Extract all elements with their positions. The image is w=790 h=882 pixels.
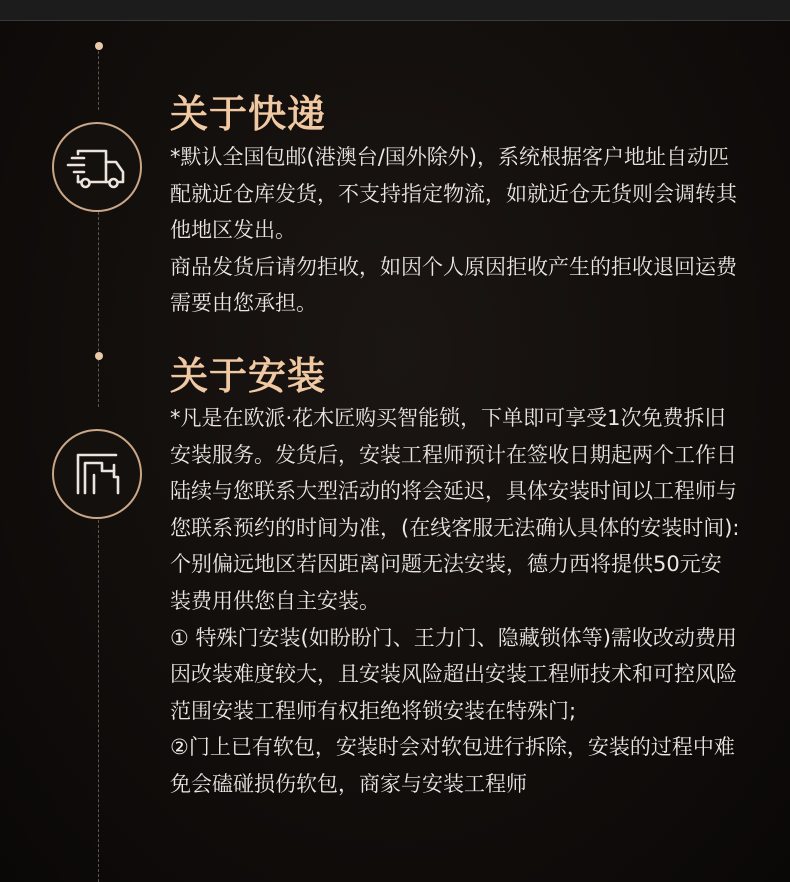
timeline-line <box>98 520 99 882</box>
delivery-icon-badge <box>52 122 142 212</box>
paragraph: 商品发货后请勿拒收，如因个人原因拒收产生的拒收退回运费需要由您承担。 <box>170 254 737 316</box>
timeline-dot <box>95 42 103 50</box>
door-install-icon <box>54 431 140 517</box>
timeline-dot <box>95 352 103 360</box>
section-body-install <box>170 400 740 803</box>
section-title-delivery: 关于快递 <box>170 92 327 136</box>
delivery-truck-icon <box>54 124 140 210</box>
timeline-line <box>98 212 99 407</box>
paragraph: ②门上已有软包，安装时会对软包进行拆除，安装的过程中难免会磕碰损伤软包，商家与安装工程师 <box>170 735 735 796</box>
timeline-line <box>98 46 99 110</box>
top-divider-bar <box>0 0 790 21</box>
paragraph: ① 特殊门安装(如盼盼门、王力门、隐藏锁体等)需收改动费用因改装难度较大，且安装风险超出安装工程师技术和可控风险范围安装工程师有权拒绝将锁安装在特殊门; <box>170 625 737 723</box>
section-body-delivery <box>170 139 740 322</box>
paragraph: *凡是在欧派·花木匠购买智能锁，下单即可享受1次免费拆旧安装服务。发货后，安装工程师预计在签收日期起两个工作日陆续与您联系大型活动的将会延迟，具体安装时间以工程师与您联系预约的时间为准，(在线客服无法确认具体的安装时间):个别偏远地区若因距离问题无法安装，德力西将提供50元安装费用供您自主安装。 <box>170 406 740 613</box>
install-icon-badge <box>52 429 142 519</box>
section-title-install: 关于安装 <box>170 354 327 398</box>
paragraph: *默认全国包邮(港澳台/国外除外)，系统根据客户地址自动匹配就近仓库发货，不支持指定物流，如就近仓无货则会调转其他地区发出。 <box>170 145 737 243</box>
